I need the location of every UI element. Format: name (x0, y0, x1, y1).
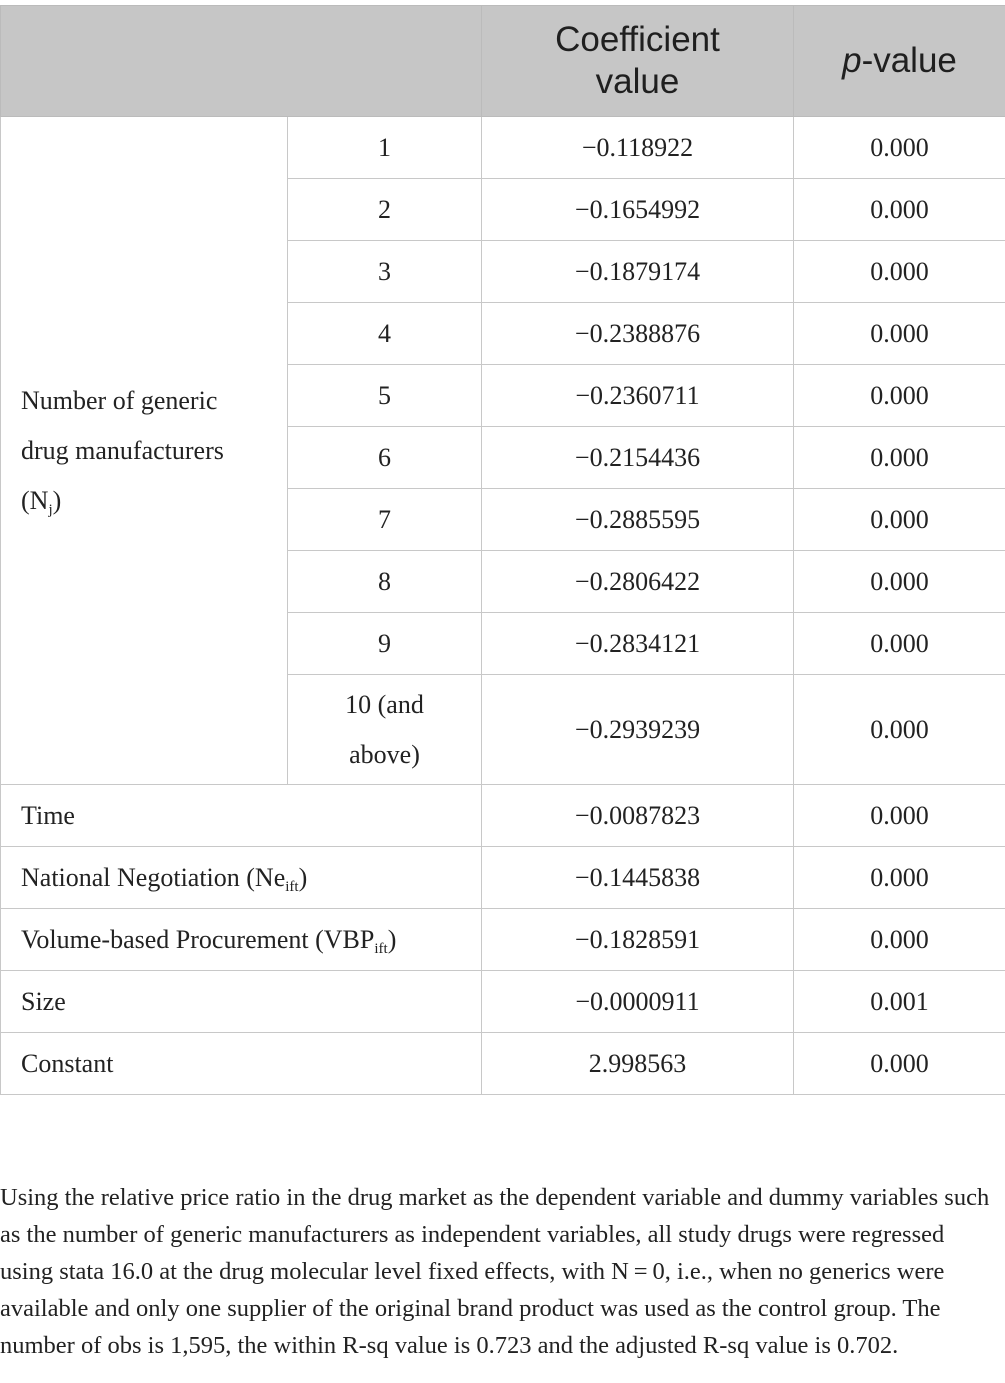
variable-label-cell: Size (1, 971, 482, 1033)
table-row (1, 971, 1005, 1033)
pvalue-cell: 0.000 (794, 551, 1005, 613)
n-cell: 3 (288, 241, 482, 303)
table-row (1, 785, 1005, 847)
regression-table (0, 5, 1005, 1095)
coef-cell: −0.1445838 (482, 847, 794, 909)
pvalue-cell: 0.000 (794, 909, 1005, 971)
n-cell: 8 (288, 551, 482, 613)
pvalue-cell: 0.000 (794, 847, 1005, 909)
header-pvalue-italic: p (842, 41, 862, 80)
n-cell: 4 (288, 303, 482, 365)
table-row (1, 847, 1005, 909)
header-row (1, 6, 1005, 117)
pvalue-cell: 0.000 (794, 489, 1005, 551)
n-cell-line1: 10 (and (345, 689, 424, 719)
variable-label-cell: Time (1, 785, 482, 847)
table-row (1, 117, 1005, 179)
coef-cell: 2.998563 (482, 1033, 794, 1095)
pvalue-cell: 0.000 (794, 785, 1005, 847)
n-cell: 6 (288, 427, 482, 489)
pvalue-cell: 0.000 (794, 1033, 1005, 1095)
coef-cell: −0.1654992 (482, 179, 794, 241)
pvalue-cell: 0.000 (794, 117, 1005, 179)
coef-cell: −0.0087823 (482, 785, 794, 847)
pvalue-cell: 0.000 (794, 427, 1005, 489)
group-label-cell (1, 117, 288, 785)
variable-label-cell: National Negotiation $(Ne_{ift})$ (1, 847, 482, 909)
header-coefficient-line2: value (595, 62, 680, 101)
coef-cell: −0.0000911 (482, 971, 794, 1033)
pvalue-cell: 0.000 (794, 613, 1005, 675)
table-row (1, 1033, 1005, 1095)
pvalue-cell: 0.000 (794, 241, 1005, 303)
coef-cell: −0.1879174 (482, 241, 794, 303)
n-cell: 1 (288, 117, 482, 179)
coef-cell: −0.2806422 (482, 551, 794, 613)
header-coefficient-line1: Coefficient (555, 20, 720, 59)
coef-cell: −0.2939239 (482, 675, 794, 785)
coef-cell: −0.2154436 (482, 427, 794, 489)
group-label-line3: $(N_j)$ (21, 485, 62, 518)
pvalue-cell: 0.000 (794, 365, 1005, 427)
pvalue-cell: 0.000 (794, 303, 1005, 365)
n-cell-line2: above) (349, 739, 420, 769)
n-cell: 7 (288, 489, 482, 551)
group-label-line2: drug manufacturers (21, 435, 224, 465)
coef-cell: −0.2360711 (482, 365, 794, 427)
pvalue-cell: 0.000 (794, 675, 1005, 785)
group-label-line1: Number of generic (21, 385, 218, 415)
pvalue-cell: 0.001 (794, 971, 1005, 1033)
header-coefficient (482, 6, 794, 117)
coef-cell: −0.2885595 (482, 489, 794, 551)
coef-cell: −0.1828591 (482, 909, 794, 971)
coef-cell: −0.2834121 (482, 613, 794, 675)
variable-label-cell: Constant (1, 1033, 482, 1095)
variable-label-cell: Volume-based Procurement $(VBP_{ift})$ (1, 909, 482, 971)
n-cell: 5 (288, 365, 482, 427)
header-pvalue (794, 6, 1005, 117)
coef-cell: −0.2388876 (482, 303, 794, 365)
coef-cell: −0.118922 (482, 117, 794, 179)
n-cell: 9 (288, 613, 482, 675)
header-blank-cell (1, 6, 482, 117)
table-row (1, 909, 1005, 971)
header-pvalue-rest: -value (861, 41, 957, 80)
pvalue-cell: 0.000 (794, 179, 1005, 241)
table-footnote: Using the relative price ratio in the drug market as the dependent variable and dummy variables such as the number of generic manufacturers as independent variables, all study drugs were regressed using stata 16.0 at the drug molecular level fixed effects, with N = 0, i.e., when no generics were available and only one supplier of the original brand product was used as the control group. The number of obs is 1,595, the within R-sq value is 0.723 and the adjusted R-sq value is 0.702. (0, 1183, 990, 1359)
n-cell (288, 675, 482, 785)
n-cell: 2 (288, 179, 482, 241)
